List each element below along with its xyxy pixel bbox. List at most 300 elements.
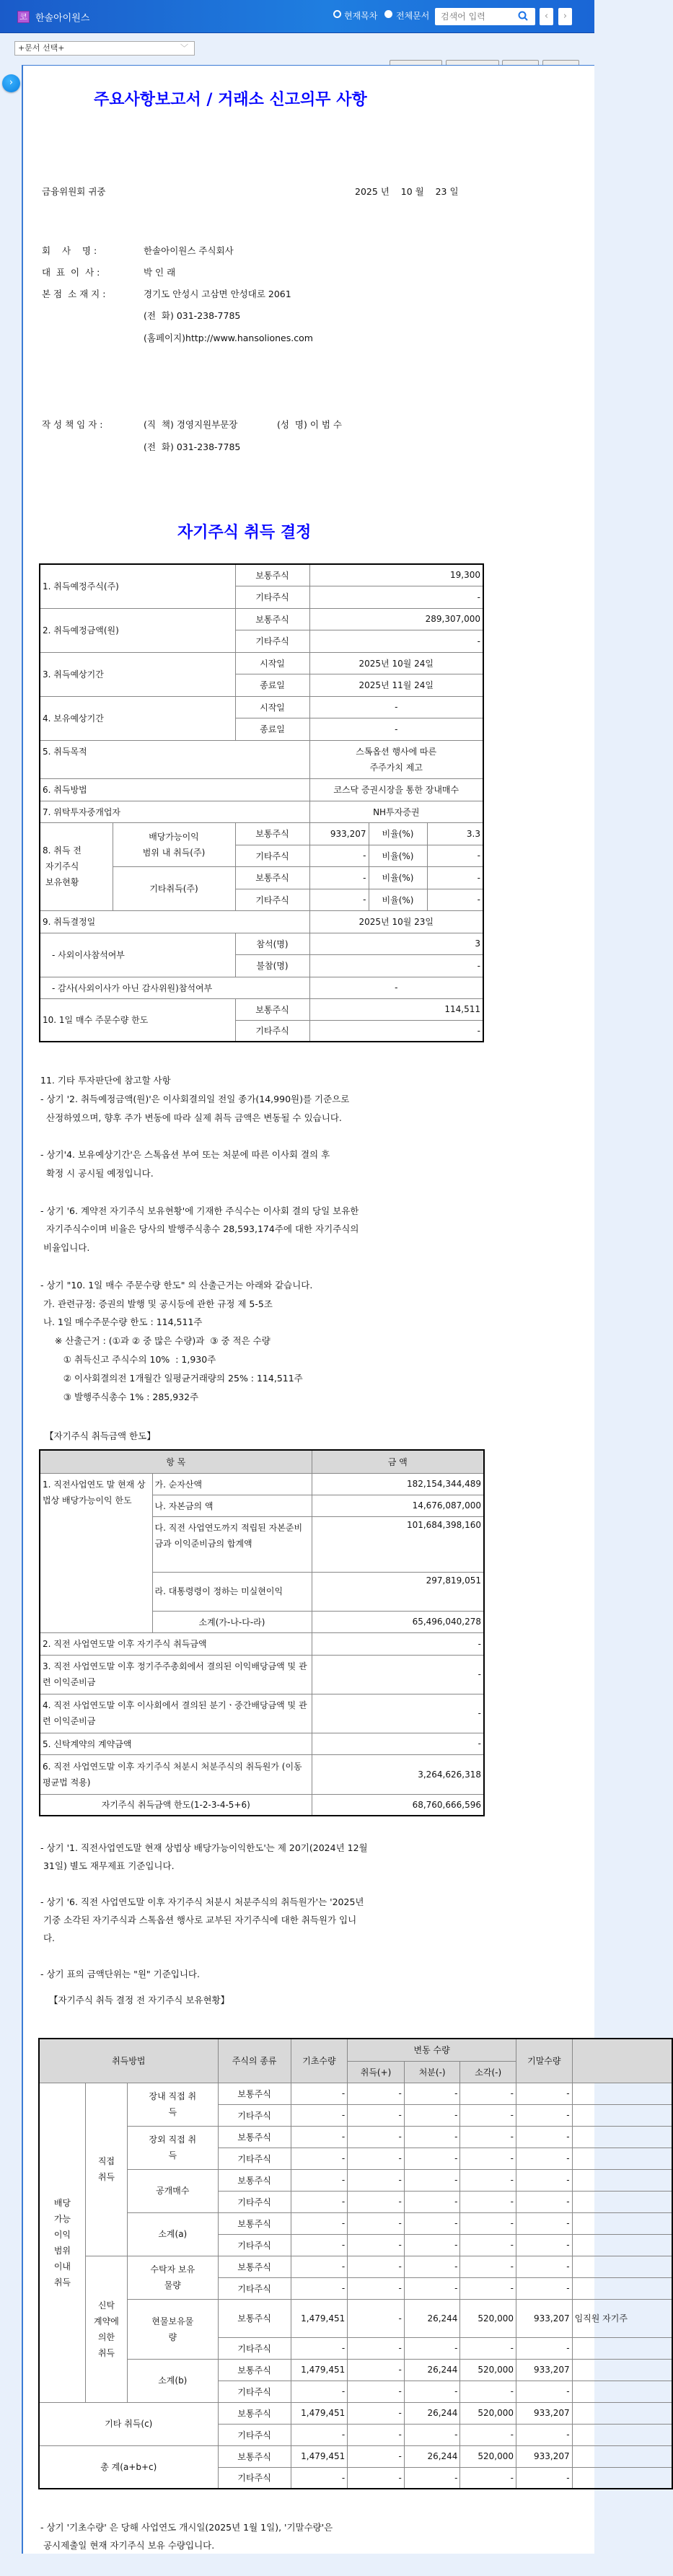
treasury-stock-holding-table	[38, 2038, 673, 2489]
stock-type: 기타주식	[218, 2104, 291, 2126]
disposed-qty: -	[404, 2083, 460, 2104]
acq-period-end: 2025년 11월 24일	[309, 674, 483, 696]
note-line	[40, 1183, 359, 1202]
stock-type: 기타주식	[235, 1020, 309, 1042]
held-shares: -	[309, 845, 369, 866]
acquired-qty: -	[348, 2381, 405, 2402]
cancelled-qty: -	[460, 2104, 516, 2126]
acquired-qty: -	[348, 2083, 405, 2104]
stock-type: 보통주식	[218, 2359, 291, 2381]
acquired-qty: -	[348, 2467, 405, 2489]
header-end: 기말수량	[516, 2039, 573, 2083]
method-label: 장내 직접 취득	[128, 2083, 219, 2126]
remarks	[572, 2212, 672, 2234]
remarks	[572, 2337, 672, 2359]
note-line: 나. 1일 매수주문수량 한도 : 114,511주	[40, 1316, 203, 1328]
planned-amount-other: -	[309, 630, 483, 652]
stock-type: 기타주식	[235, 586, 309, 608]
present-label: 참석(명)	[235, 933, 309, 954]
cancelled-qty: -	[460, 2424, 516, 2445]
end-qty: -	[516, 2234, 573, 2256]
acquired-qty: -	[348, 2234, 405, 2256]
notes-section-11	[40, 1050, 359, 1428]
header-cancelled: 소각(-)	[460, 2061, 516, 2083]
disposed-qty: 26,244	[404, 2445, 460, 2467]
disposed-qty: -	[404, 2148, 460, 2169]
begin-qty: -	[291, 2104, 348, 2126]
row-label: - 사외이사참석여부	[40, 933, 235, 977]
note-line: 공시제출일 현재 자기주식 보유 수량입니다.	[40, 2540, 215, 2551]
stock-type: 기타주식	[218, 2191, 291, 2212]
note-line	[40, 1257, 359, 1276]
note-line: 가. 관련규정: 증권의 발행 및 공시등에 관한 규정 제 5-5조	[40, 1298, 273, 1309]
row-label: 5. 취득목적	[40, 740, 309, 778]
row-label: 6. 직전 사업연도말 이후 자기주식 처분시 처분주식의 취득원가 (이동평균법 적용)	[40, 1754, 312, 1794]
company-homepage[interactable]: (홈페이지)http://www.hansoliones.com	[144, 333, 313, 343]
cancelled-qty: -	[460, 2169, 516, 2191]
begin-qty: 1,479,451	[291, 2402, 348, 2424]
header-change: 변동 수량	[348, 2039, 516, 2061]
unrealized-gains: 297,819,051	[312, 1572, 484, 1611]
report-date: 2025 년 10 월 23 일	[355, 186, 459, 197]
method-label: 현물보유물량	[128, 2299, 219, 2359]
sub-label	[113, 822, 235, 866]
begin-qty: -	[291, 2083, 348, 2104]
table-row	[39, 2402, 672, 2424]
note-line: - 상기 '2. 취득예정금액(원)'은 이사회결의일 전일 종가(14,990원)를 기준으로	[40, 1093, 350, 1104]
acquired-qty: -	[348, 2424, 405, 2445]
row-label: 7. 위탁투자중개업자	[40, 801, 309, 822]
header-amount: 금 액	[312, 1450, 484, 1473]
document-viewer	[22, 65, 628, 2554]
cancelled-qty: -	[460, 2337, 516, 2359]
row-label: 3. 직전 사업연도말 이후 정기주주총회에서 결의된 이익배당금액 및 관련 이익준비금	[40, 1655, 312, 1694]
end-qty: 933,207	[516, 2359, 573, 2381]
held-ratio: 3.3	[427, 822, 483, 845]
begin-qty: 1,479,451	[291, 2359, 348, 2381]
company-logo-icon: 코	[17, 11, 30, 23]
radio-all-docs-label[interactable]: 전체문서	[396, 11, 430, 21]
stock-type: 보통주식	[218, 2169, 291, 2191]
address-value: 경기도 안성시 고삼면 안성대로 2061	[144, 289, 291, 299]
acq-purpose-line: 스톡옵션 행사에 따른	[356, 746, 437, 757]
row-label: 9. 취득결정일	[40, 910, 309, 933]
radio-all-docs[interactable]	[384, 10, 392, 18]
held-ratio: -	[427, 845, 483, 866]
note-line: ③ 발행주식총수 1% : 285,932주	[40, 1391, 199, 1402]
ratio-label: 비율(%)	[369, 822, 427, 845]
row-label: 3. 취득예상기간	[40, 652, 235, 696]
held-ratio: -	[427, 866, 483, 889]
begin-qty: -	[291, 2126, 348, 2148]
outside-directors-absent: -	[309, 954, 483, 977]
header-begin: 기초수량	[291, 2039, 348, 2083]
row-value: -	[312, 1694, 484, 1733]
stock-type: 보통주식	[218, 2212, 291, 2234]
acquired-qty: -	[348, 2191, 405, 2212]
stock-type: 보통주식	[218, 2256, 291, 2277]
method-label: 장외 직접 취득	[128, 2126, 219, 2169]
stock-type: 보통주식	[235, 564, 309, 586]
row-value: -	[312, 1733, 484, 1754]
acquired-qty: -	[348, 2212, 405, 2234]
stock-type: 기타주식	[235, 630, 309, 652]
cancelled-qty: -	[460, 2234, 516, 2256]
stock-type: 보통주식	[218, 2445, 291, 2467]
document-select[interactable]	[14, 41, 195, 56]
writer-name: (성 명) 이 범 수	[277, 419, 342, 430]
method-label: 수탁자 보유물량	[128, 2256, 219, 2299]
label-line: 보유현황	[45, 877, 79, 887]
acquired-qty: -	[348, 2359, 405, 2381]
table-row	[39, 2359, 672, 2381]
method-label: 기타 취득(c)	[39, 2402, 218, 2445]
table-row	[39, 2083, 672, 2104]
stock-type: 기타주식	[218, 2467, 291, 2489]
stock-type: 보통주식	[218, 2299, 291, 2337]
note-line: - 상기 "10. 1일 매수 주문수량 한도" 의 산출근거는 아래와 같습니다.	[40, 1279, 313, 1291]
disposed-qty: -	[404, 2277, 460, 2299]
cancelled-qty: -	[460, 2126, 516, 2148]
remarks	[572, 2277, 672, 2299]
acquisition-limit-table	[39, 1449, 485, 1816]
begin-qty: -	[291, 2169, 348, 2191]
remarks	[572, 2445, 672, 2467]
subgroup-label: 신탁 계약에 의한 취득	[85, 2256, 127, 2402]
note-line: - 상기 표의 금액단위는 "원" 기준입니다.	[40, 1969, 200, 1979]
end-qty: -	[516, 2381, 573, 2402]
addressee: 금융위원회 귀중	[42, 186, 106, 197]
disposed-qty: -	[404, 2234, 460, 2256]
header-type: 주식의 종류	[218, 2039, 291, 2083]
stock-type: 기타주식	[218, 2424, 291, 2445]
start-label: 시작일	[235, 652, 309, 674]
row-label: 2. 직전 사업연도말 이후 자기주식 취득금액	[40, 1632, 312, 1655]
row-label: 5. 신탁계약의 계약금액	[40, 1733, 312, 1754]
sub-label: 기타취득(주)	[113, 866, 235, 910]
note-line: ② 이사회결의전 1개월간 일평균거래량의 25% : 114,511주	[40, 1372, 303, 1384]
end-qty: 933,207	[516, 2299, 573, 2337]
table-row	[39, 2212, 672, 2234]
begin-qty: -	[291, 2256, 348, 2277]
disposed-qty: -	[404, 2467, 460, 2489]
row-label	[40, 822, 113, 910]
end-qty: -	[516, 2277, 573, 2299]
cancelled-qty: -	[460, 2148, 516, 2169]
address-label: 본 점 소 재 지 :	[42, 289, 106, 299]
remarks	[572, 2402, 672, 2424]
begin-qty: 1,479,451	[291, 2445, 348, 2467]
note-line: - 상기 '6. 계약전 자기주식 보유현황'에 기재한 주식수는 이사회 결의 당일 보유한	[40, 1205, 359, 1216]
total-label: 자기주식 취득금액 한도(1-2-3-4-5+6)	[40, 1794, 312, 1816]
row-label: 1. 취득예정주식(주)	[40, 564, 235, 608]
item-label: 소계(가-나-다-라)	[152, 1611, 312, 1632]
cancelled-qty: -	[460, 2381, 516, 2402]
note-line: 31일) 별도 재무제표 기준입니다.	[40, 1860, 175, 1871]
header-remarks	[572, 2039, 672, 2083]
note-line: 다.	[40, 1933, 56, 1943]
disposed-qty: 26,244	[404, 2299, 460, 2337]
remarks	[572, 2191, 672, 2212]
stock-type: 보통주식	[218, 2402, 291, 2424]
end-qty: -	[516, 2337, 573, 2359]
acquired-qty: -	[348, 2402, 405, 2424]
acq-purpose	[309, 740, 483, 778]
section-title: 자기주식 취득 결정	[177, 523, 312, 542]
subtotal: 65,496,040,278	[312, 1611, 484, 1632]
header-item: 항 목	[40, 1450, 312, 1473]
writer-label: 작 성 책 임 자 :	[42, 419, 103, 430]
end-qty: -	[516, 2104, 573, 2126]
cancelled-qty: -	[460, 2191, 516, 2212]
cancelled-qty: 520,000	[460, 2359, 516, 2381]
remarks	[572, 2083, 672, 2104]
reserves: 101,684,398,160	[312, 1516, 484, 1572]
begin-qty: -	[291, 2424, 348, 2445]
held-shares: -	[309, 889, 369, 910]
prev-result-button[interactable]: ‹	[540, 8, 553, 25]
remarks	[572, 2126, 672, 2148]
label-line: 자기주식	[45, 861, 79, 871]
held-shares: -	[309, 866, 369, 889]
end-label: 종료일	[235, 718, 309, 740]
cancelled-qty: 520,000	[460, 2299, 516, 2337]
daily-limit-other: -	[309, 1020, 483, 1042]
planned-amount-common: 289,307,000	[309, 608, 483, 630]
note-line: - 상기 '기초수량' 은 당해 사업연도 개시일(2025년 1월 1일), '기말수량'은	[40, 2522, 333, 2533]
method-label: 총 계(a+b+c)	[39, 2445, 218, 2489]
item-label: 다. 직전 사업연도까지 적립된 자본준비금과 이익준비금의 합계액	[152, 1516, 312, 1572]
remarks: 임직원 자기주	[572, 2299, 672, 2337]
disposed-qty: -	[404, 2104, 460, 2126]
note-line	[40, 1127, 359, 1146]
acquired-qty: -	[348, 2104, 405, 2126]
note-line: ① 취득신고 주식수의 10% : 1,930주	[40, 1353, 216, 1365]
stock-type: 기타주식	[235, 889, 309, 910]
disposed-qty: 26,244	[404, 2359, 460, 2381]
end-label: 종료일	[235, 674, 309, 696]
document-select-value: +문서 선택+	[18, 43, 65, 53]
stock-type: 기타주식	[218, 2337, 291, 2359]
net-assets: 182,154,344,489	[312, 1473, 484, 1495]
note-line: - 상기 '6. 직전 사업연도말 이후 자기주식 처분시 처분주식의 취득원가'는 '2025년	[40, 1896, 364, 1907]
hold-period-end: -	[309, 718, 483, 740]
end-qty: -	[516, 2083, 573, 2104]
company-name[interactable]: 한솔아이원스	[35, 13, 90, 24]
stock-type: 기타주식	[218, 2381, 291, 2402]
holding-table-caption: 【자기주식 취득 결정 전 자기주식 보유현황】	[49, 1995, 230, 2005]
row-value: -	[312, 1632, 484, 1655]
row-label: 6. 취득방법	[40, 778, 309, 801]
row-label: 2. 취득예정금액(원)	[40, 608, 235, 652]
company-phone: (전 화) 031-238-7785	[144, 310, 241, 321]
holding-table-body	[39, 2083, 672, 2489]
outside-directors-present: 3	[309, 933, 483, 954]
stock-type: 보통주식	[235, 608, 309, 630]
stock-type: 기타주식	[218, 2148, 291, 2169]
table-row	[39, 2169, 672, 2191]
table-row	[39, 2126, 672, 2148]
writer-phone: (전 화) 031-238-7785	[144, 441, 241, 452]
cancelled-qty: -	[460, 2212, 516, 2234]
ratio-label: 비율(%)	[369, 866, 427, 889]
table-row	[39, 2256, 672, 2277]
row-label: 10. 1일 매수 주문수량 한도	[40, 998, 235, 1042]
end-qty: 933,207	[516, 2445, 573, 2467]
begin-qty: -	[291, 2191, 348, 2212]
disposed-qty: -	[404, 2169, 460, 2191]
chevron-down-icon: ﹀	[180, 43, 188, 53]
note-line: ※ 산출근거 : (①과 ② 중 많은 수량)과 ③ 중 적은 수량	[40, 1335, 270, 1347]
disposed-qty: -	[404, 2191, 460, 2212]
row-value: -	[312, 1655, 484, 1694]
ratio-label: 비율(%)	[369, 889, 427, 910]
row-label: 4. 직전 사업연도말 이후 이사회에서 결의된 분기ㆍ중간배당금액 및 관련 이익준비금	[40, 1694, 312, 1733]
item-label: 나. 자본금의 액	[152, 1495, 312, 1516]
acquired-qty: -	[348, 2337, 405, 2359]
header-disposed: 처분(-)	[404, 2061, 460, 2083]
capital: 14,676,087,000	[312, 1495, 484, 1516]
sidebar-toggle-button[interactable]	[2, 74, 20, 92]
end-qty: -	[516, 2467, 573, 2489]
next-result-button[interactable]: ›	[558, 8, 572, 25]
acquired-qty: -	[348, 2126, 405, 2148]
acq-method: 코스닥 증권시장을 통한 장내매수	[309, 778, 483, 801]
note-line	[40, 1875, 368, 1893]
header-acquired: 취득(+)	[348, 2061, 405, 2083]
item-label: 가. 순자산액	[152, 1473, 312, 1495]
row-label: 1. 직전사업연도 말 현재 상법상 배당가능이익 한도	[40, 1473, 152, 1632]
search-icon[interactable]	[518, 11, 528, 21]
broker: NH투자증권	[309, 801, 483, 822]
company-name-value: 한솔아이원스 주식회사	[144, 245, 234, 256]
acquired-qty: -	[348, 2256, 405, 2277]
ceo-label: 대 표 이 사 :	[42, 267, 100, 278]
acquired-qty: -	[348, 2299, 405, 2337]
acquired-qty: -	[348, 2148, 405, 2169]
end-qty: -	[516, 2256, 573, 2277]
acquired-qty: -	[348, 2445, 405, 2467]
stock-type: 보통주식	[218, 2126, 291, 2148]
cancelled-qty: 520,000	[460, 2445, 516, 2467]
begin-qty: -	[291, 2381, 348, 2402]
row-label: 4. 보유예상기간	[40, 696, 235, 740]
stock-type: 기타주식	[218, 2234, 291, 2256]
table-row	[39, 2299, 672, 2337]
end-qty: -	[516, 2191, 573, 2212]
acquired-qty: -	[348, 2277, 405, 2299]
stock-type: 보통주식	[218, 2083, 291, 2104]
note-line: 자기주식수이며 비율은 당사의 발행주식총수 28,593,174주에 대한 자기주식의	[40, 1223, 359, 1235]
stock-type: 보통주식	[235, 822, 309, 845]
remarks	[572, 2104, 672, 2126]
writer-title: (직 책) 경영지원부문장	[144, 419, 238, 430]
radio-current-toc-label[interactable]: 현재목차	[344, 11, 378, 21]
note-line: 산정하였으며, 향후 주가 변동에 따라 실제 취득 금액은 변동될 수 있습니다.	[40, 1112, 342, 1123]
limit-notes	[40, 1817, 368, 2005]
holding-notes	[40, 2497, 333, 2576]
method-label: 소계(a)	[128, 2212, 219, 2256]
stock-type: 보통주식	[235, 998, 309, 1020]
cancelled-qty: -	[460, 2467, 516, 2489]
begin-qty: -	[291, 2212, 348, 2234]
method-label: 공개매수	[128, 2169, 219, 2212]
label-line: 8. 취득 전	[43, 845, 82, 856]
radio-current-toc[interactable]	[333, 10, 341, 18]
note-line	[40, 1947, 368, 1965]
disposed-qty: -	[404, 2424, 460, 2445]
end-qty: -	[516, 2424, 573, 2445]
begin-qty: -	[291, 2234, 348, 2256]
note-line: 확정 시 공시될 예정입니다.	[40, 1167, 154, 1179]
table-row	[39, 2445, 672, 2467]
total-limit: 68,760,666,596	[312, 1794, 484, 1816]
row-value: 3,264,626,318	[312, 1754, 484, 1794]
absent-label: 불참(명)	[235, 954, 309, 977]
disposed-qty: -	[404, 2126, 460, 2148]
limit-table-caption: 【자기주식 취득금액 한도】	[45, 1430, 156, 1441]
end-qty: 933,207	[516, 2402, 573, 2424]
note-line: 비율입니다.	[40, 1242, 90, 1254]
stock-type: 기타주식	[218, 2277, 291, 2299]
planned-shares-other: -	[309, 586, 483, 608]
group-label: 배당 가능 이익 범위 이내 취득	[39, 2083, 85, 2402]
note-line: 11. 기타 투자판단에 참고할 사항	[40, 1075, 171, 1086]
end-qty: -	[516, 2212, 573, 2234]
label-line: 배당가능이익	[149, 831, 199, 842]
held-shares: 933,207	[309, 822, 369, 845]
acquired-qty: -	[348, 2169, 405, 2191]
cancelled-qty: -	[460, 2256, 516, 2277]
end-qty: -	[516, 2126, 573, 2148]
end-qty: -	[516, 2169, 573, 2191]
held-ratio: -	[427, 889, 483, 910]
company-name-label: 회 사 명 :	[42, 245, 97, 256]
method-label: 소계(b)	[128, 2359, 219, 2402]
decision-date: 2025년 10월 23일	[309, 910, 483, 933]
label-line: 범위 내 취득(주)	[142, 847, 206, 858]
auditor-attendance: -	[309, 977, 483, 998]
begin-qty: -	[291, 2467, 348, 2489]
stock-type: 기타주식	[235, 845, 309, 866]
header-method: 취득방법	[39, 2039, 218, 2083]
note-line: - 상기 '1. 직전사업연도말 현재 상법상 배당가능이익한도'는 제 20기(2024년 12월	[40, 1842, 368, 1853]
report-title: 주요사항보고서 / 거래소 신고의무 사항	[94, 90, 367, 109]
remarks	[572, 2169, 672, 2191]
note-line: 기중 소각된 자기주식과 스톡옵션 행사로 교부된 자기주식에 대한 취득원가 입니	[40, 1915, 357, 1925]
subgroup-label: 직접 취득	[85, 2083, 127, 2256]
item-label: 라. 대통령령이 정하는 미실현이익	[152, 1572, 312, 1611]
start-label: 시작일	[235, 696, 309, 718]
acquisition-decision-table	[39, 563, 484, 1042]
remarks	[572, 2148, 672, 2169]
remarks	[572, 2359, 672, 2381]
disposed-qty: -	[404, 2381, 460, 2402]
hold-period-start: -	[309, 696, 483, 718]
begin-qty: -	[291, 2148, 348, 2169]
cancelled-qty: -	[460, 2083, 516, 2104]
acq-purpose-line: 주주가치 제고	[369, 762, 423, 773]
remarks	[572, 2381, 672, 2402]
ratio-label: 비율(%)	[369, 845, 427, 866]
begin-qty: -	[291, 2337, 348, 2359]
acq-period-start: 2025년 10월 24일	[309, 652, 483, 674]
disposed-qty: -	[404, 2337, 460, 2359]
begin-qty: 1,479,451	[291, 2299, 348, 2337]
note-line: - 상기'4. 보유예상기간'은 스톡옵션 부여 또는 처분에 따른 이사회 결의 후	[40, 1149, 330, 1161]
app-header	[0, 0, 594, 33]
cancelled-qty: -	[460, 2277, 516, 2299]
